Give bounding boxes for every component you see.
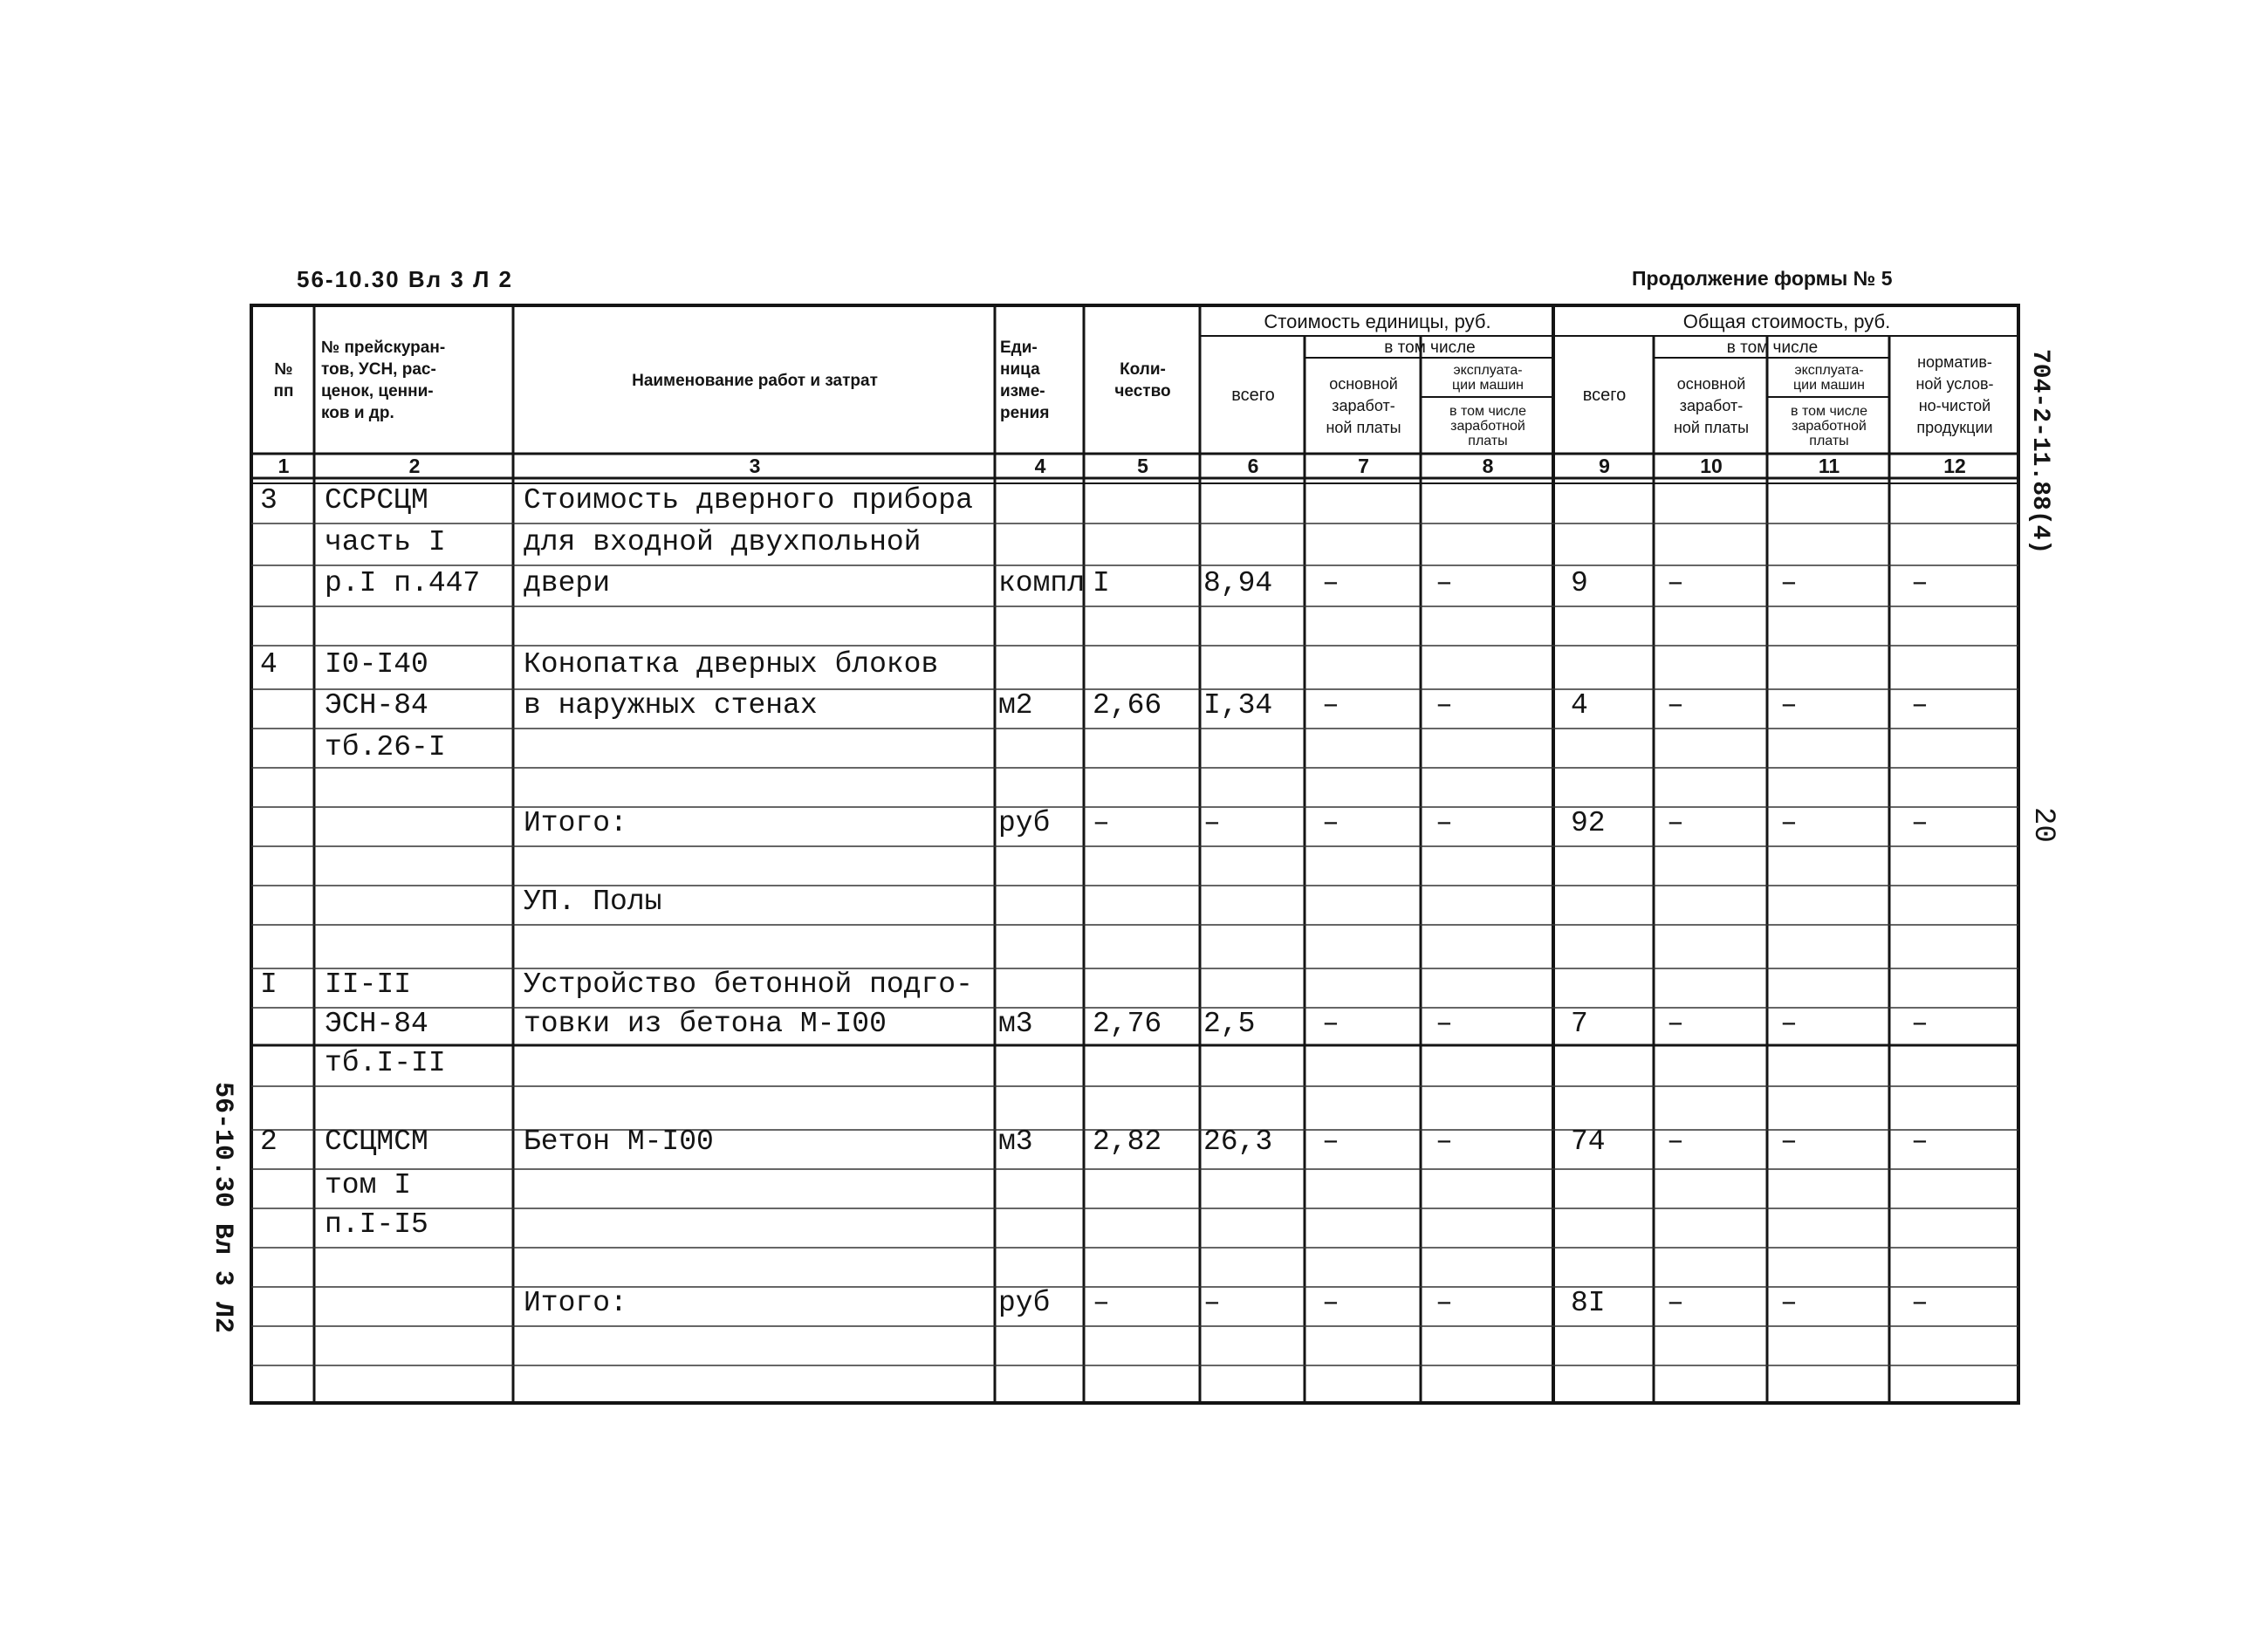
cell-c10: –: [1667, 807, 1684, 839]
cell-c11: –: [1780, 567, 1798, 599]
cell-c2: II-II: [325, 968, 412, 1001]
cell-c3: товки из бетона М-I00: [524, 1008, 887, 1040]
cell-c12: –: [1911, 1287, 1929, 1319]
cell-c4: м3: [998, 1008, 1033, 1040]
header-unit: Еди- ница изме- рения: [1000, 339, 1050, 422]
cell-c9: 7: [1571, 1008, 1588, 1040]
cell-c1: 3: [260, 484, 278, 517]
header-total-machines: эксплуата- ции машин: [1793, 363, 1865, 393]
cell-c2: ССЦМСМ: [325, 1126, 428, 1158]
cell-c6: I,34: [1203, 689, 1273, 722]
col-number: 10: [1700, 455, 1723, 477]
cell-c2: ЭСН-84: [325, 1008, 428, 1040]
cell-c8: –: [1435, 807, 1453, 839]
cell-c10: –: [1667, 567, 1684, 599]
cell-c6: 26,3: [1203, 1126, 1273, 1158]
cell-c11: –: [1780, 1287, 1798, 1319]
header-work-name: Наименование работ и затрат: [632, 371, 878, 390]
col-number: 1: [278, 455, 290, 477]
cell-c3: Бетон М-I00: [524, 1126, 714, 1158]
cell-c7: –: [1322, 1008, 1340, 1040]
col-number: 9: [1599, 455, 1610, 477]
cell-c11: –: [1780, 689, 1798, 722]
cell-c12: –: [1911, 567, 1929, 599]
cell-c6: 2,5: [1203, 1008, 1256, 1040]
cell-c5: –: [1093, 807, 1110, 839]
cell-c3: Устройство бетонной подго-: [524, 968, 973, 1001]
col-number: 11: [1818, 455, 1840, 477]
header-unit-incl: в том числе: [1384, 338, 1476, 357]
cell-c2: том I: [325, 1169, 412, 1201]
header-unit-cost: Стоимость единицы, руб.: [1264, 311, 1491, 332]
header-price-reference: № прейскуран- тов, УСН, рас- ценок, ценни- ков и др.: [321, 339, 446, 422]
header-unit-salary: основной заработ- ной платы: [1326, 375, 1401, 436]
cell-c5: –: [1093, 1287, 1110, 1319]
cell-c5: I: [1093, 567, 1110, 599]
col-number: 3: [749, 455, 761, 477]
cell-c12: –: [1911, 1008, 1929, 1040]
cell-c2: тб.26-I: [325, 731, 446, 763]
cell-c2: ЭСН-84: [325, 689, 428, 722]
cell-c12: –: [1911, 807, 1929, 839]
cell-c1: I: [260, 968, 278, 1001]
cell-c3: Стоимость дверного прибора: [524, 484, 973, 517]
cell-c3: Итого:: [524, 807, 627, 839]
header-unit-machines-salary: в том числе заработной платы: [1449, 403, 1526, 448]
cell-c8: –: [1435, 567, 1453, 599]
cell-c4: руб: [998, 1287, 1051, 1319]
col-number: 12: [1943, 455, 1966, 477]
cell-c4: м3: [998, 1126, 1033, 1158]
cell-c12: –: [1911, 689, 1929, 722]
col-number: 8: [1482, 455, 1494, 477]
col-number: 6: [1247, 455, 1259, 477]
cell-c2: п.I-I5: [325, 1208, 428, 1241]
cell-c9: 74: [1571, 1126, 1606, 1158]
cell-c7: –: [1322, 689, 1340, 722]
cell-c9: 92: [1571, 807, 1606, 839]
col-number: 2: [408, 455, 421, 477]
header-quantity: Коли- чество: [1114, 360, 1171, 400]
header-unit-machines: эксплуата- ции машин: [1452, 363, 1524, 393]
cell-c11: –: [1780, 1008, 1798, 1040]
cell-c7: –: [1322, 807, 1340, 839]
col-number: 4: [1034, 455, 1046, 477]
header-total-cost: Общая стоимость, руб.: [1682, 311, 1891, 332]
cell-c10: –: [1667, 1008, 1684, 1040]
cell-c3: в наружных стенах: [524, 689, 818, 722]
col-number: 5: [1137, 455, 1148, 477]
form-continuation-label: Продолжение формы № 5: [1632, 267, 1893, 290]
cell-c2: ССРСЦМ: [325, 484, 428, 517]
cell-c4: руб: [998, 807, 1051, 839]
header-row-number: № пп: [273, 360, 294, 400]
cell-c10: –: [1667, 1126, 1684, 1158]
cell-c3: Конопатка дверных блоков: [524, 648, 939, 681]
cell-c12: –: [1911, 1126, 1929, 1158]
side-stamp: 704-2-11.88(4): [2026, 349, 2053, 555]
cell-c9: 8I: [1571, 1287, 1606, 1319]
cell-c2: тб.I-II: [325, 1047, 446, 1079]
header-total-all: всего: [1582, 385, 1627, 405]
left-side-code: 56-10.30 Вл 3 Л2: [208, 1082, 237, 1334]
cell-c1: 2: [260, 1126, 278, 1158]
cell-c6: 8,94: [1203, 567, 1273, 599]
header-unit-total: всего: [1231, 385, 1275, 405]
header-total-salary: основной заработ- ной платы: [1673, 375, 1750, 436]
cell-c9: 4: [1571, 689, 1588, 722]
page-number: 20: [2026, 807, 2059, 843]
cell-c11: –: [1780, 1126, 1798, 1158]
cell-c5: 2,82: [1093, 1126, 1162, 1158]
cell-c10: –: [1667, 689, 1684, 722]
cell-c3: двери: [524, 567, 611, 599]
cell-c1: 4: [260, 648, 278, 681]
cell-c2: р.I п.447: [325, 567, 481, 599]
cell-c3: УП. Полы: [524, 886, 662, 918]
cell-c5: 2,66: [1093, 689, 1162, 722]
cell-c2: часть I: [325, 526, 446, 558]
cell-c10: –: [1667, 1287, 1684, 1319]
header-total-machines-salary: в том числе заработной платы: [1791, 403, 1867, 448]
header-total-incl: в том числе: [1726, 338, 1819, 357]
cell-c3: для входной двухпольной: [524, 526, 922, 558]
document-code: 56-10.30 Вл 3 Л 2: [297, 266, 513, 292]
cell-c9: 9: [1571, 567, 1588, 599]
col-number: 7: [1358, 455, 1369, 477]
cell-c3: Итого:: [524, 1287, 627, 1319]
cell-c8: –: [1435, 689, 1453, 722]
cell-c7: –: [1322, 1287, 1340, 1319]
cell-c8: –: [1435, 1008, 1453, 1040]
cell-c4: м2: [998, 689, 1033, 722]
cell-c6: –: [1203, 1287, 1221, 1319]
cell-c8: –: [1435, 1126, 1453, 1158]
cell-c11: –: [1780, 807, 1798, 839]
cell-c2: I0-I40: [325, 648, 428, 681]
header-net-production: норматив- ной услов- но-чистой продукции: [1915, 353, 1994, 436]
cell-c8: –: [1435, 1287, 1453, 1319]
cell-c7: –: [1322, 567, 1340, 599]
cell-c7: –: [1322, 1126, 1340, 1158]
cell-c6: –: [1203, 807, 1221, 839]
cell-c5: 2,76: [1093, 1008, 1162, 1040]
cell-c4: компл: [998, 567, 1086, 599]
